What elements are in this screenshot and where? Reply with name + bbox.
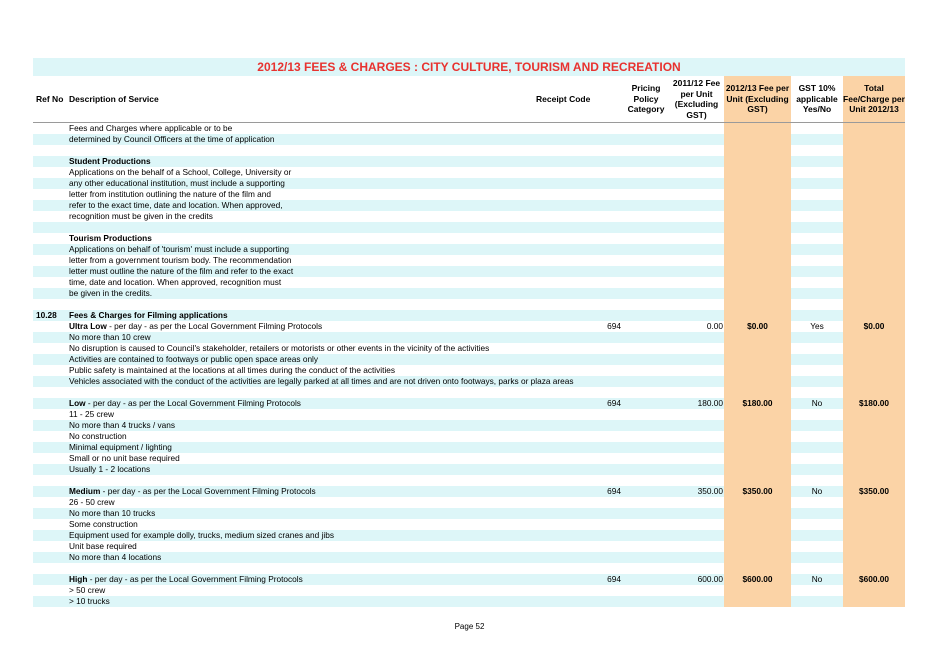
fee-2012-value: $350.00 <box>742 486 773 496</box>
service-text: letter from institution outlining the nature of the film and <box>69 189 272 199</box>
service-heading: Tourism Productions <box>69 233 152 243</box>
fee-2012-band <box>724 387 791 398</box>
table-row <box>33 156 905 167</box>
fee-2012-band <box>724 596 791 607</box>
total-band <box>843 420 905 431</box>
total-band <box>843 211 905 222</box>
fee-2012-band <box>724 563 791 574</box>
total-band <box>843 222 905 233</box>
fee-2012-band <box>724 508 791 519</box>
total-band <box>843 409 905 420</box>
service-description <box>69 596 110 607</box>
table-row <box>33 563 905 574</box>
service-description <box>69 321 322 332</box>
table-row <box>33 398 905 409</box>
service-text: be given in the credits. <box>69 288 153 298</box>
table-row <box>33 464 905 475</box>
fee-2012-band <box>724 277 791 288</box>
col-pricing-policy: Pricing Policy Category <box>627 83 665 115</box>
total-band <box>843 365 905 376</box>
page-number: Page 52 <box>454 622 485 631</box>
service-text: > 10 trucks <box>69 596 110 606</box>
table-row <box>33 497 905 508</box>
table-row <box>33 409 905 420</box>
fee-2012-band <box>724 365 791 376</box>
total-band <box>843 266 905 277</box>
fees-table <box>33 58 905 607</box>
total-band <box>843 145 905 156</box>
service-text: No disruption is caused to Council's stakeholder, retailers or motorists or other events in the vicinity of the activities <box>69 343 490 353</box>
table-row <box>33 453 905 464</box>
fee-2012-band <box>724 167 791 178</box>
fee-2012-band <box>724 409 791 420</box>
service-text: Minimal equipment / lighting <box>69 442 172 452</box>
fee-2012-band <box>724 288 791 299</box>
col-ref-no: Ref No <box>36 93 64 104</box>
fee-2012-band <box>724 266 791 277</box>
table-row <box>33 387 905 398</box>
service-description <box>69 497 115 508</box>
fee-2012-band <box>724 134 791 145</box>
fee-2012-band <box>724 310 791 321</box>
col-gst: GST 10% applicable Yes/No <box>796 83 838 115</box>
fee-2012-band <box>724 453 791 464</box>
service-text: No more than 10 crew <box>69 332 151 342</box>
service-description <box>69 332 151 343</box>
total-fee-value: $180.00 <box>859 398 889 408</box>
total-band <box>843 475 905 486</box>
col-fee-2011: 2011/12 Fee per Unit (Excluding GST) <box>672 78 721 120</box>
service-description <box>69 343 489 354</box>
service-text: Unit base required <box>69 541 137 551</box>
table-row <box>33 552 905 563</box>
gst-applicable: No <box>811 486 823 496</box>
total-band <box>843 387 905 398</box>
total-band <box>843 453 905 464</box>
total-band <box>843 497 905 508</box>
table-row <box>33 321 905 332</box>
service-text: letter from a government tourism body. The recommendation <box>69 255 292 265</box>
fee-2012-band <box>724 145 791 156</box>
total-band <box>843 233 905 244</box>
service-text: No construction <box>69 431 127 441</box>
service-description <box>69 310 228 321</box>
service-description <box>69 200 283 211</box>
total-fee-value: $0.00 <box>863 321 885 331</box>
service-description <box>69 376 574 387</box>
service-heading: Ultra Low <box>69 321 107 331</box>
service-text: Usually 1 - 2 locations <box>69 464 151 474</box>
total-band <box>843 277 905 288</box>
service-text: - per day - as per the Local Government Filming Protocols <box>87 574 303 584</box>
total-band <box>843 343 905 354</box>
fee-2012-value: $180.00 <box>742 398 773 408</box>
service-description <box>69 189 271 200</box>
table-row <box>33 244 905 255</box>
table-row <box>33 288 905 299</box>
service-text: Public safety is maintained at the locations at all times during the conduct of the activities <box>69 365 396 375</box>
total-band <box>843 585 905 596</box>
table-row <box>33 475 905 486</box>
table-row <box>33 442 905 453</box>
service-heading: Medium <box>69 486 101 496</box>
table-row <box>33 585 905 596</box>
total-fee-value: $600.00 <box>859 574 889 584</box>
total-band <box>843 442 905 453</box>
total-band <box>843 354 905 365</box>
fee-2012-band <box>724 530 791 541</box>
fee-2012-band <box>724 233 791 244</box>
service-description <box>69 167 291 178</box>
table-row <box>33 574 905 585</box>
fee-2012-band <box>724 475 791 486</box>
service-text: Equipment used for example dolly, trucks, medium sized cranes and jibs <box>69 530 335 540</box>
total-band <box>843 134 905 145</box>
col-fee-2012: 2012/13 Fee per Unit (Excluding GST) <box>724 76 791 122</box>
table-row <box>33 178 905 189</box>
total-band <box>843 596 905 607</box>
service-description <box>69 123 232 134</box>
fee-2012-band <box>724 244 791 255</box>
table-row <box>33 508 905 519</box>
total-band <box>843 530 905 541</box>
table-row <box>33 145 905 156</box>
table-row <box>33 200 905 211</box>
fee-2012-band <box>724 464 791 475</box>
total-band <box>843 288 905 299</box>
service-text: any other educational institution, must include a supporting <box>69 178 285 188</box>
fee-2012-band <box>724 519 791 530</box>
service-text: recognition must be given in the credits <box>69 211 213 221</box>
table-row <box>33 222 905 233</box>
fee-2012-band <box>724 585 791 596</box>
total-band <box>843 156 905 167</box>
total-band <box>843 200 905 211</box>
service-text: Applications on behalf of 'tourism' must include a supporting <box>69 244 289 254</box>
total-band <box>843 167 905 178</box>
service-description <box>69 585 105 596</box>
table-row <box>33 255 905 266</box>
total-band <box>843 541 905 552</box>
service-text: Fees and Charges where applicable or to be <box>69 123 233 133</box>
table-row <box>33 189 905 200</box>
fee-2011-value: 0.00 <box>706 321 723 331</box>
total-band <box>843 299 905 310</box>
total-band <box>843 332 905 343</box>
service-text: No more than 4 trucks / vans <box>69 420 176 430</box>
fee-2012-band <box>724 420 791 431</box>
pricing-policy-category: 694 <box>607 321 621 331</box>
fee-2012-value: $600.00 <box>742 574 773 584</box>
service-heading: Low <box>69 398 86 408</box>
service-description <box>69 508 155 519</box>
service-text: Some construction <box>69 519 138 529</box>
service-description <box>69 431 127 442</box>
service-description <box>69 365 395 376</box>
service-description <box>69 244 289 255</box>
table-header <box>33 76 905 123</box>
table-row <box>33 420 905 431</box>
pricing-policy-category: 694 <box>607 574 621 584</box>
table-row <box>33 332 905 343</box>
total-band <box>843 508 905 519</box>
service-description <box>69 178 285 189</box>
service-description <box>69 277 281 288</box>
total-band <box>843 563 905 574</box>
service-text: - per day - as per the Local Government Filming Protocols <box>85 398 301 408</box>
table-row <box>33 233 905 244</box>
total-band <box>843 519 905 530</box>
fee-2012-band <box>724 299 791 310</box>
service-heading: High <box>69 574 88 584</box>
total-fee-value: $350.00 <box>859 486 889 496</box>
fee-2012-band <box>724 541 791 552</box>
service-text: 26 - 50 crew <box>69 497 115 507</box>
table-row <box>33 596 905 607</box>
total-band <box>843 464 905 475</box>
service-description <box>69 552 161 563</box>
service-description <box>69 398 301 409</box>
total-band <box>843 255 905 266</box>
total-band <box>843 376 905 387</box>
service-description <box>69 574 303 585</box>
table-row <box>33 123 905 134</box>
service-text: 11 - 25 crew <box>69 409 115 419</box>
service-text: Activities are contained to footways or public open space areas only <box>69 354 319 364</box>
fee-2012-band <box>724 255 791 266</box>
fee-2012-band <box>724 123 791 134</box>
gst-applicable: No <box>811 398 823 408</box>
table-row <box>33 343 905 354</box>
fee-2012-band <box>724 189 791 200</box>
service-description <box>69 519 138 530</box>
service-text: time, date and location. When approved, recognition must <box>69 277 282 287</box>
service-description <box>69 354 318 365</box>
fee-2012-band <box>724 552 791 563</box>
fee-2012-band <box>724 156 791 167</box>
table-row <box>33 299 905 310</box>
fee-2012-band <box>724 431 791 442</box>
table-row <box>33 541 905 552</box>
total-band <box>843 123 905 134</box>
service-text: No more than 4 locations <box>69 552 162 562</box>
service-description <box>69 156 151 167</box>
fee-2012-value: $0.00 <box>747 321 768 331</box>
page-title: 2012/13 FEES & CHARGES : CITY CULTURE, TOURISM AND RECREATION <box>33 58 905 76</box>
total-band <box>843 189 905 200</box>
service-description <box>69 453 180 464</box>
table-row <box>33 519 905 530</box>
fee-2012-band <box>724 200 791 211</box>
table-row <box>33 211 905 222</box>
fee-2011-value: 600.00 <box>697 574 723 584</box>
service-text: Small or no unit base required <box>69 453 180 463</box>
service-description <box>69 134 275 145</box>
table-row <box>33 530 905 541</box>
table-row <box>33 354 905 365</box>
fee-2012-band <box>724 343 791 354</box>
service-text: - per day - as per the Local Government Filming Protocols <box>106 321 323 331</box>
table-row <box>33 310 905 321</box>
total-band <box>843 431 905 442</box>
fee-2012-band <box>724 354 791 365</box>
service-text: > 50 crew <box>69 585 106 595</box>
service-description <box>69 486 316 497</box>
service-description <box>69 233 152 244</box>
service-description <box>69 409 114 420</box>
service-description <box>69 288 152 299</box>
total-band <box>843 178 905 189</box>
pricing-policy-category: 694 <box>607 398 621 408</box>
service-text: - per day - as per the Local Government Filming Protocols <box>100 486 316 496</box>
table-row <box>33 486 905 497</box>
fee-2012-band <box>724 497 791 508</box>
fee-2011-value: 180.00 <box>697 398 723 408</box>
service-description <box>69 420 175 431</box>
service-description <box>69 442 172 453</box>
fee-2011-value: 350.00 <box>697 486 723 496</box>
table-row <box>33 134 905 145</box>
ref-no: 10.28 <box>36 310 57 320</box>
gst-applicable: Yes <box>810 321 824 331</box>
table-row <box>33 277 905 288</box>
total-band <box>843 310 905 321</box>
total-band <box>843 244 905 255</box>
service-text: letter must outline the nature of the film and refer to the exact <box>69 266 294 276</box>
service-description <box>69 541 137 552</box>
service-text: Vehicles associated with the conduct of the activities are legally parked at all times and are not driven onto footways, parks or plaza areas <box>69 376 574 386</box>
fee-2012-band <box>724 222 791 233</box>
service-text: refer to the exact time, date and location. When approved, <box>69 200 283 210</box>
table-row <box>33 431 905 442</box>
service-heading: Fees & Charges for Filming applications <box>69 310 228 320</box>
fee-2012-band <box>724 178 791 189</box>
service-heading: Student Productions <box>69 156 151 166</box>
table-row <box>33 365 905 376</box>
service-description <box>69 211 213 222</box>
table-row <box>33 376 905 387</box>
gst-applicable: No <box>811 574 823 584</box>
total-band <box>843 552 905 563</box>
table-body <box>33 123 905 607</box>
service-description <box>69 464 150 475</box>
col-total: Total Fee/Charge per Unit 2012/13 <box>843 76 905 122</box>
fee-2012-band <box>724 332 791 343</box>
table-row <box>33 167 905 178</box>
fee-2012-band <box>724 376 791 387</box>
col-description: Description of Service <box>69 93 159 104</box>
service-text: determined by Council Officers at the time of application <box>69 134 275 144</box>
table-row <box>33 266 905 277</box>
service-text: No more than 10 trucks <box>69 508 156 518</box>
fee-2012-band <box>724 442 791 453</box>
service-text: Applications on the behalf of a School, College, University or <box>69 167 292 177</box>
service-description <box>69 530 334 541</box>
service-description <box>69 266 293 277</box>
pricing-policy-category: 694 <box>607 486 621 496</box>
col-receipt-code: Receipt Code <box>536 93 591 104</box>
fee-2012-band <box>724 211 791 222</box>
service-description <box>69 255 291 266</box>
